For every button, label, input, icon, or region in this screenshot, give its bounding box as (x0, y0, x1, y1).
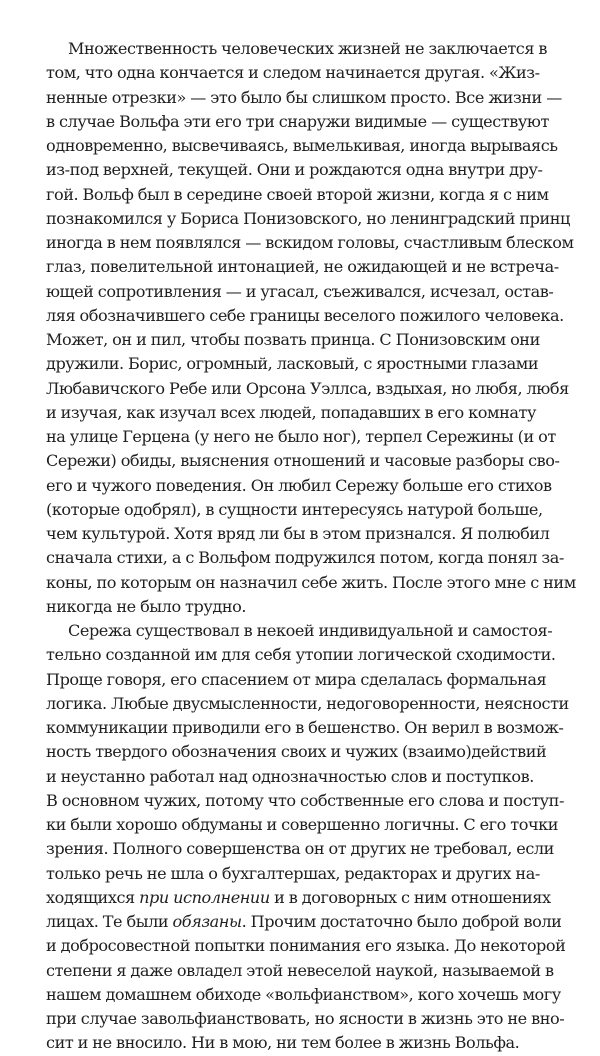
text-line: Множественность человеческих жизней не заключается в (68, 39, 548, 58)
text-line: ляя обозначившего себе границы веселого пожилого человека. (46, 305, 564, 325)
text-run: . Прочим достаточно было доброй воли (241, 912, 562, 931)
text-line: и неустанно работал над однозначностью слов и поступков. (46, 766, 534, 786)
text-line (46, 886, 551, 910)
text-line: Сережи) обиды, выяснения отношений и часовые разборы сво- (46, 451, 560, 471)
text-line: только речь не шла о бухгалтершах, редакторах и других на- (46, 863, 540, 883)
text-line: Сережа существовал в некоей индивидуальной и самостоя- (68, 621, 553, 640)
text-line: логика. Любые двусмысленности, недоговоренности, неясности (46, 693, 569, 713)
text-line: (которые одобрял), в сущности интересуясь натурой больше, (46, 499, 543, 519)
page-text (46, 37, 576, 1056)
text-line: ненные отрезки» — это было бы слишком просто. Все жизни — (46, 87, 562, 107)
paragraph-2 (46, 619, 569, 1056)
text-line: Любавичского Ребе или Орсона Уэллса, вздыхая, но любя, любя (46, 378, 569, 398)
text-line: и добросовестной попытки понимания его языка. До некоторой (46, 936, 566, 956)
text-line: ющей сопротивления — и угасал, съеживался, исчезал, остав- (46, 281, 554, 301)
text-line: гой. Вольф был в середине своей второй жизни, когда я с ним (46, 184, 549, 204)
text-run: лицах. Те были (46, 912, 173, 931)
text-line: ки были хорошо обдуманы и совершенно логичны. С его точки (46, 815, 559, 834)
text-line: на улице Герцена (у него не было ног), терпел Сережины (и от (46, 427, 556, 446)
text-line: Может, он и пил, чтобы позвать принца. С Понизовским они (46, 330, 540, 349)
text-line: степени я даже овладел этой невеселой наукой, называемой в (46, 960, 554, 980)
text-line: В основном чужих, потому что собственные его слова и поступ- (46, 790, 564, 810)
text-line: том, что одна кончается и следом начинается другая. «Жиз- (46, 63, 540, 83)
text-line: иногда в нем появлялся — вскидом головы, счастливым блеском (46, 233, 574, 252)
text-line: зрения. Полного совершенства он от других не требовал, если (46, 839, 554, 859)
text-line: в случае Вольфа эти его три снаружи видимые — существуют (46, 111, 549, 131)
text-line: сит и не вносило. Ни в мою, ни тем более в жизнь Вольфа. (46, 1033, 520, 1053)
paragraph-1 (46, 37, 576, 619)
text-line: дружили. Борис, огромный, ласковый, с яростными глазами (46, 354, 539, 374)
text-line: познакомился у Бориса Понизовского, но ленинградский принц (46, 208, 570, 228)
text-line (46, 910, 562, 934)
text-line: и изучая, как изучал всех людей, попадавших в его комнату (46, 402, 536, 422)
text-line: чем культурой. Хотя вряд ли бы в этом признался. Я полюбил (46, 524, 550, 543)
italic-word: обязаны (172, 912, 242, 931)
text-line: коммуникации приводили его в бешенство. Он верил в возмож- (46, 718, 564, 737)
text-line: Проще говоря, его спасением от мира сделалась формальная (46, 669, 547, 689)
text-line: одновременно, высвечиваясь, вымелькивая, иногда вырываясь (46, 136, 558, 155)
text-line: сначала стихи, а с Вольфом подружился потом, когда понял за- (46, 548, 564, 568)
text-line: из-под верхней, текущей. Они и рождаются одна внутри дру- (46, 160, 543, 180)
text-line: нашем домашнем обиходе «вольфианством», кого хочешь могу (46, 984, 561, 1004)
text-line: никогда не было трудно. (46, 596, 247, 616)
text-line: его и чужого поведения. Он любил Сережу больше его стихов (46, 475, 552, 495)
text-run: ходящихся (46, 887, 140, 907)
text-line: глаз, повелительной интонацией, не ожидающей и не встреча- (46, 257, 559, 277)
text-line: ность твердого обозначения своих и чужих (взаимо)действий (46, 742, 547, 762)
text-line: коны, по которым он назначил себе жить. После этого мне с ним (46, 572, 576, 592)
text-line: при случае завольфианствовать, но ясности в жизнь это не вно- (46, 1009, 565, 1028)
text-run: и в договорных с ним отношениях (269, 887, 551, 907)
italic-phrase: при исполнении (139, 887, 270, 907)
text-line: тельно созданной им для себя утопии логической сходимости. (46, 645, 556, 665)
